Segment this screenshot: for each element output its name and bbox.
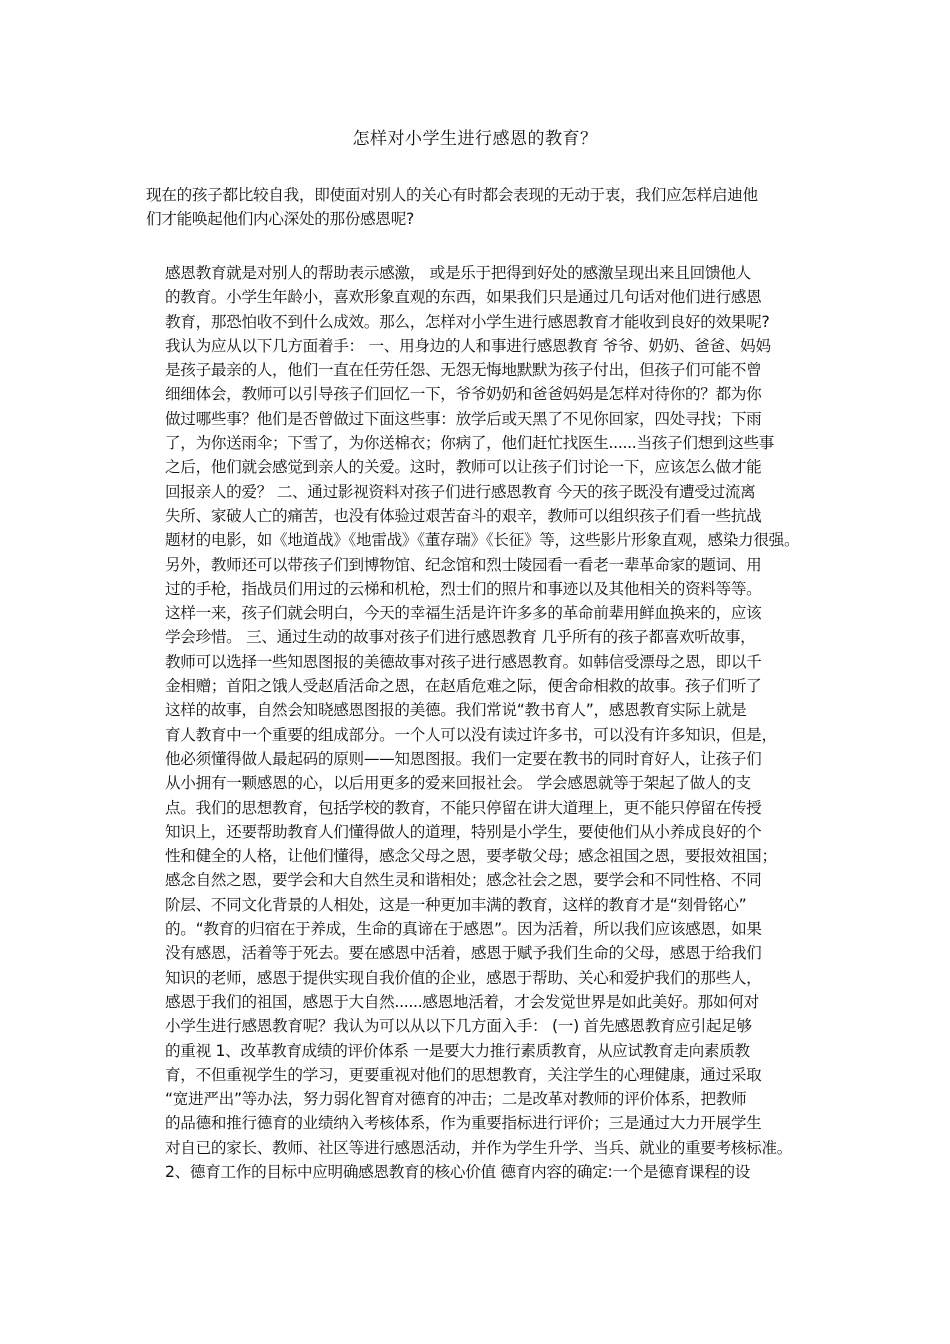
text-line: 育人教育中一个重要的组成部分。一个人可以没有读过许多书，可以没有许多知识，但是， [165,725,777,744]
body-paragraph [165,261,815,1184]
text-line: 点。我们的思想教育，包括学校的教育，不能只停留在讲大道理上，更不能只停留在传授 [165,798,762,817]
text-line: 之后，他们就会感觉到亲人的关爱。这时，教师可以让孩子们讨论一下，应该怎么做才能 [165,458,762,477]
text-line: 这样的故事，自然会知晓感恩图报的美德。我们常说“教书育人”，感恩教育实际上就是 [165,701,747,720]
text-line: “宽进严出”等办法，努力弱化智育对德育的冲击；二是改革对教师的评价体系，把教师 [165,1090,747,1109]
text-line: 从小拥有一颗感恩的心，以后用更多的爱来回报社会。 学会感恩就等于架起了做人的支 [165,774,751,793]
text-line: 金相赠；首阳之饿人受赵盾活命之恩，在赵盾危难之际，便舍命相救的故事。孩子们听了 [165,677,762,696]
text-line: 细细体会，教师可以引导孩子们回忆一下，爷爷奶奶和爸爸妈妈是怎样对待你的？都为你 [165,385,762,404]
text-line: 是孩子最亲的人，他们一直在任劳任怨、无怨无悔地默默为孩子付出，但孩子们可能不曾 [165,361,762,380]
text-line: 对自已的家长、教师、社区等进行感恩活动，并作为学生升学、当兵、就业的重要考核标准。 [165,1138,793,1157]
text-line: 的教育。小学生年龄小，喜欢形象直观的东西，如果我们只是通过几句话对他们进行感恩 [165,288,762,307]
text-line: 题材的电影，如《地道战》《地雷战》《董存瑞》《长征》等，这些影片形象直观，感染力很强。 [165,531,800,550]
text-line: 感恩于我们的祖国，感恩于大自然......感恩地活着，才会发觉世界是如此美好。那如何对 [165,992,759,1011]
text-line: 的品德和推行德育的业绩纳入考核体系，作为重要指标进行评价；三是通过大力开展学生 [165,1114,762,1133]
text-line: 回报亲人的爱？ 二、通过影视资料对孩子们进行感恩教育 今天的孩子既没有遭受过流离 [165,482,756,501]
text-line: 没有感恩，活着等于死去。要在感恩中活着，感恩于赋予我们生命的父母，感恩于给我们 [165,944,762,963]
text-line: 了，为你送雨伞；下雪了，为你送棉衣；你病了，他们赶忙找医生......当孩子们想到这些事 [165,434,775,453]
text-line: 我认为应从以下几方面着手： 一、用身边的人和事进行感恩教育 爷爷、奶奶、爸爸、妈妈 [165,336,771,355]
text-line: 们才能唤起他们内心深处的那份感恩呢? [146,210,414,228]
text-line: 的重视 1、改革教育成绩的评价体系 一是要大力推行素质教育，从应试教育走向素质教 [165,1041,750,1060]
text-line: 过的手枪，指战员们用过的云梯和机枪，烈士们的照片和事迹以及其他相关的资料等等。 [165,579,762,598]
text-line: 感念自然之恩，要学会和大自然生灵和谐相处；感念社会之恩，要学会和不同性格、不同 [165,871,762,890]
text-line: 另外，教师还可以带孩子们到博物馆、纪念馆和烈士陵园看一看老一辈革命家的题词、用 [165,555,762,574]
document-title: 怎样对小学生进行感恩的教育？ [352,129,598,149]
text-line: 教育，那恐怕收不到什么成效。那么，怎样对小学生进行感恩教育才能收到良好的效果呢? [165,312,770,331]
text-line: 知识上，还要帮助教育人们懂得做人的道理，特别是小学生，要使他们从小养成良好的个 [165,822,762,841]
text-line: 感恩教育就是对别人的帮助表示感激， 或是乐于把得到好处的感激呈现出来且回馈他人 [165,264,751,282]
text-line: 的。“教育的归宿在于养成，生命的真谛在于感恩”。因为活着，所以我们应该感恩，如果 [165,920,762,939]
text-line: 他必须懂得做人最起码的原则——知恩图报。我们一定要在教书的同时育好人，让孩子们 [165,749,762,768]
text-line: 知识的老师，感恩于提供实现自我价值的企业，感恩于帮助、关心和爱护我们的那些人， [165,968,762,987]
text-line: 育，不但重视学生的学习，更要重视对他们的思想教育，关注学生的心理健康，通过采取 [165,1065,762,1084]
text-line: 2、德育工作的目标中应明确感恩教育的核心价值 德育内容的确定:一个是德育课程的设 [165,1162,751,1181]
intro-paragraph [146,183,808,231]
text-line: 做过哪些事？他们是否曾做过下面这些事：放学后或天黑了不见你回家，四处寻找；下雨 [165,409,762,428]
text-line: 阶层、不同文化背景的人相处，这是一种更加丰满的教育，这样的教育才是“刻骨铭心” [165,895,747,914]
text-line: 失所、家破人亡的痛苦，也没有体验过艰苦奋斗的艰辛，教师可以组织孩子们看一些抗战 [165,506,762,525]
text-line: 学会珍惜。 三、通过生动的故事对孩子们进行感恩教育 几乎所有的孩子都喜欢听故事， [165,628,756,647]
text-line: 小学生进行感恩教育呢？我认为可以从以下几方面入手： (一) 首先感恩教育应引起足够 [165,1017,752,1036]
text-line: 这样一来，孩子们就会明白，今天的幸福生活是许许多多的革命前辈用鲜血换来的，应该 [165,604,762,623]
text-line: 现在的孩子都比较自我，即使面对别人的关心有时都会表现的无动于衷，我们应怎样启迪他 [146,186,758,204]
text-line: 性和健全的人格，让他们懂得，感念父母之恩，要孝敬父母；感念祖国之恩，要报效祖国； [165,847,777,866]
text-line: 教师可以选择一些知恩图报的美德故事对孩子进行感恩教育。如韩信受漂母之恩，即以千 [165,652,762,671]
